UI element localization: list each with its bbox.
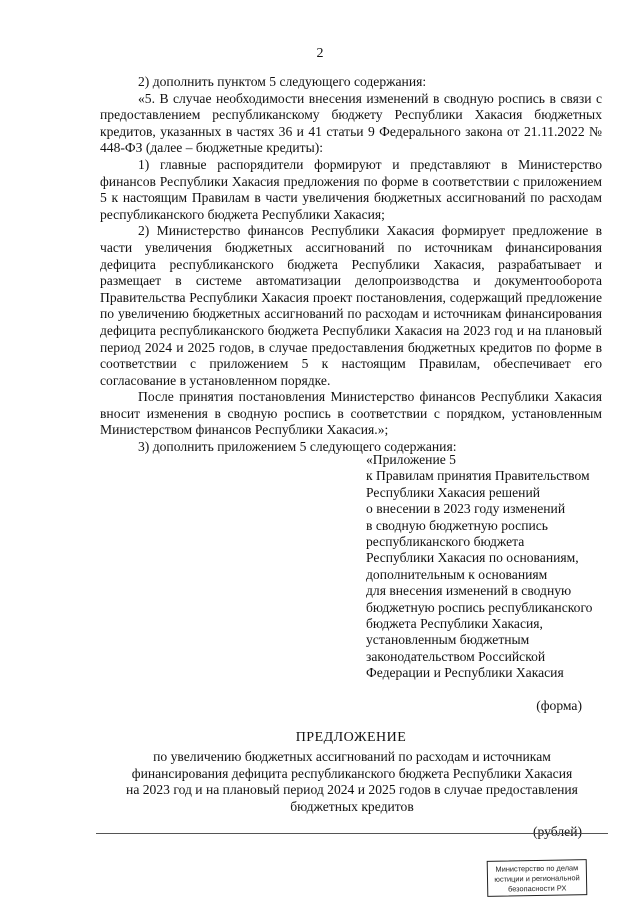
document-subtitle: [100, 749, 604, 815]
subtitle-line: на 2023 год и на плановый период 2024 и 2025 годов в случае предоставления: [126, 782, 578, 798]
appendix-line: республиканского бюджета: [366, 534, 525, 550]
appendix-line: в сводную бюджетную роспись: [366, 517, 548, 533]
appendix-line: дополнительным к основаниям: [366, 566, 548, 582]
body-text: [100, 74, 602, 456]
subtitle-line: бюджетных кредитов: [290, 798, 414, 814]
appendix-line: бюджетную роспись республиканского: [366, 599, 593, 615]
stamp-line: безопасности РХ: [507, 883, 567, 894]
appendix-line: установленным бюджетным: [366, 632, 530, 648]
ministry-stamp: [487, 859, 588, 897]
paragraph: 2) дополнить пунктом 5 следующего содержания:: [138, 74, 427, 89]
appendix-line: к Правилам принятия Правительством: [366, 468, 590, 484]
stamp-line: Министерство по делам: [495, 863, 579, 874]
subtitle-line: по увеличению бюджетных ассигнований по расходам и источникам: [153, 749, 551, 764]
appendix-heading: [366, 452, 616, 682]
appendix-line: для внесения изменений в сводную: [366, 583, 572, 599]
appendix-line: бюджета Республики Хакасия,: [366, 616, 543, 632]
paragraph: 1) главные распорядители формируют и представляют в Министерство финансов Республики Хакасия предложения по форме в соответствии с приложением 5 к настоящим Правилам в части увеличения бюджетных ассигнований по расходам республиканского бюджета Республики Хакасия;: [100, 156, 602, 222]
document-title: ПРЕДЛОЖЕНИЕ: [295, 730, 407, 745]
subtitle-line: финансирования дефицита республиканского бюджета Республики Хакасия: [131, 765, 573, 781]
appendix-line: Федерации и Республики Хакасия: [366, 665, 564, 681]
page-number: 2: [316, 46, 324, 61]
paragraph: «5. В случае необходимости внесения изменений в сводную роспись в связи с предоставлением республиканскому бюджету Республики Хакасия бюджетных кредитов, указанных в частях 36 и 41 статьи 9 Федерального закона от 21.11.2022 № 448-ФЗ (далее – бюджетные кредиты):: [100, 90, 602, 156]
form-label: (форма): [536, 698, 582, 713]
horizontal-rule: [96, 833, 608, 834]
paragraph: 3) дополнить приложением 5 следующего содержания:: [138, 439, 457, 455]
paragraph: 2) Министерство финансов Республики Хакасия формирует предложение в части увеличения бюджетных ассигнований по источникам финансирования дефицита республиканского бюджета Республики Хакасия, разрабатывает и размещает в системе автоматизации делопроизводства и документооборота Правительства Республики Хакасия проект постановления, содержащий предложение по увеличению бюджетных ассигнований по расходам и источникам финансирования дефицита республиканского бюджета Республики Хакасия на 2023 год и на плановый период 2024 и 2025 годов, в случае предоставления бюджетных кредитов по форме в соответствии с приложением 5 к настоящим Правилам, обеспечивает его согласование в установленном порядке.: [100, 223, 602, 388]
appendix-line: законодательством Российской: [366, 648, 546, 664]
appendix-line: Республики Хакасия по основаниям,: [366, 550, 579, 566]
paragraph: После принятия постановления Министерство финансов Республики Хакасия вносит изменения в сводную роспись в соответствии с порядком, установленным Министерством финансов Республики Хакасия.»;: [100, 389, 602, 438]
unit-label: (рублей): [533, 824, 582, 839]
appendix-line: «Приложение 5: [366, 452, 456, 467]
appendix-line: о внесении в 2023 году изменений: [366, 501, 566, 517]
appendix-line: Республики Хакасия решений: [366, 484, 540, 500]
stamp-line: юстиции и региональной: [494, 873, 580, 884]
